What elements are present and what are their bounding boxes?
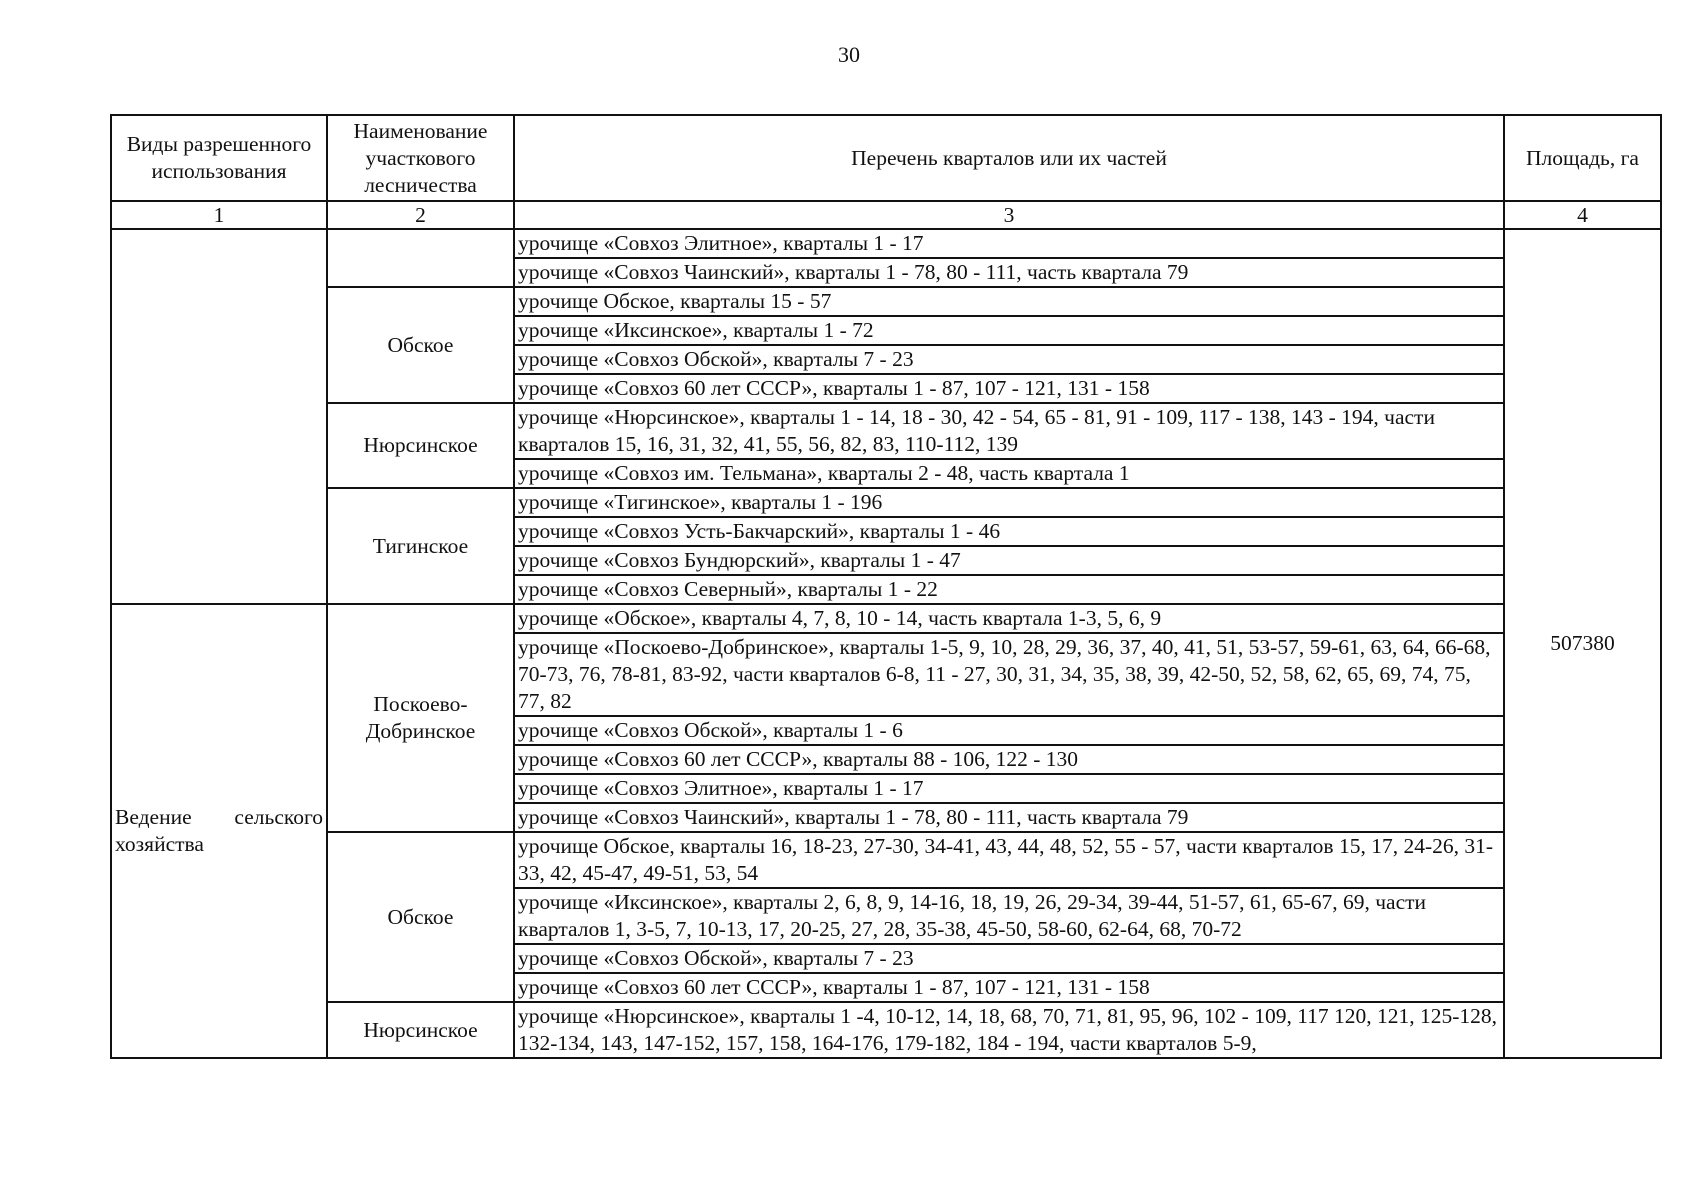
forestry-cell: Обское <box>327 832 514 1002</box>
usage-cell: Ведение сельского хозяйства <box>111 604 327 1058</box>
table-row <box>111 229 1661 258</box>
header-usage: Виды разрешенного использования <box>111 115 327 201</box>
quarter-cell: урочище «Совхоз Усть-Бакчарский», кварталы 1 - 46 <box>514 517 1504 546</box>
quarter-cell: урочище «Совхоз Обской», кварталы 7 - 23 <box>514 944 1504 973</box>
quarter-cell: урочище «Совхоз 60 лет СССР», кварталы 1 - 87, 107 - 121, 131 - 158 <box>514 374 1504 403</box>
area-cell: 507380 <box>1504 229 1661 1058</box>
quarter-cell: урочище «Совхоз Северный», кварталы 1 - 22 <box>514 575 1504 604</box>
column-number: 3 <box>514 201 1504 229</box>
table-row <box>111 1002 1661 1058</box>
quarter-cell: урочище «Нюрсинское», кварталы 1 -4, 10-12, 14, 18, 68, 70, 71, 81, 95, 96, 102 - 109, 117 120, 121, 125-128, 132-134, 143, 147-152, 157, 158, 164-176, 179-182, 184 - 194, части кварталов 5-9, <box>514 1002 1504 1058</box>
forestry-cell: Обское <box>327 287 514 403</box>
quarter-cell: урочище «Поскоево-Добринское», кварталы 1-5, 9, 10, 28, 29, 36, 37, 40, 41, 51, 53-57, 59-61, 63, 64, 66-68, 70-73, 76, 78-81, 83-92, части кварталов 6-8, 11 - 27, 30, 31, 34, 35, 38, 39, 42-50, 52, 58, 62, 65, 69, 74, 75, 77, 82 <box>514 633 1504 716</box>
table-row <box>111 287 1661 316</box>
table-row <box>111 488 1661 517</box>
quarter-cell: урочище «Совхоз Обской», кварталы 1 - 6 <box>514 716 1504 745</box>
quarter-cell: урочище Обское, кварталы 15 - 57 <box>514 287 1504 316</box>
quarter-cell: урочище «Тигинское», кварталы 1 - 196 <box>514 488 1504 517</box>
quarter-cell: урочище Обское, кварталы 16, 18-23, 27-30, 34-41, 43, 44, 48, 52, 55 - 57, части кварталов 15, 17, 24-26, 31-33, 42, 45-47, 49-51, 53, 54 <box>514 832 1504 888</box>
quarter-cell: урочище «Совхоз 60 лет СССР», кварталы 88 - 106, 122 - 130 <box>514 745 1504 774</box>
forestry-cell: Нюрсинское <box>327 403 514 488</box>
forestry-cell: Тигинское <box>327 488 514 604</box>
quarter-cell: урочище «Совхоз Обской», кварталы 7 - 23 <box>514 345 1504 374</box>
quarter-cell: урочище «Обское», кварталы 4, 7, 8, 10 - 14, часть квартала 1-3, 5, 6, 9 <box>514 604 1504 633</box>
column-number: 1 <box>111 201 327 229</box>
quarter-cell: урочище «Иксинское», кварталы 2, 6, 8, 9, 14-16, 18, 19, 26, 29-34, 39-44, 51-57, 61, 65-67, 69, части кварталов 1, 3-5, 7, 10-13, 17, 20-25, 27, 28, 35-38, 45-50, 58-60, 62-64, 68, 70-72 <box>514 888 1504 944</box>
quarter-cell: урочище «Совхоз им. Тельмана», кварталы 2 - 48, часть квартала 1 <box>514 459 1504 488</box>
quarter-cell: урочище «Совхоз Элитное», кварталы 1 - 17 <box>514 229 1504 258</box>
header-forestry: Наименование участкового лесничества <box>327 115 514 201</box>
header-quarters: Перечень кварталов или их частей <box>514 115 1504 201</box>
page-number: 30 <box>838 42 860 67</box>
quarter-cell: урочище «Совхоз Элитное», кварталы 1 - 17 <box>514 774 1504 803</box>
header-area: Площадь, га <box>1504 115 1661 201</box>
table-row <box>111 403 1661 459</box>
forestry-cell: Поскоево-Добринское <box>327 604 514 832</box>
usage-cell-continued <box>111 229 327 604</box>
table-header-row <box>111 115 1661 201</box>
quarter-cell: урочище «Совхоз Бундюрский», кварталы 1 - 47 <box>514 546 1504 575</box>
column-number: 2 <box>327 201 514 229</box>
quarter-cell: урочище «Нюрсинское», кварталы 1 - 14, 18 - 30, 42 - 54, 65 - 81, 91 - 109, 117 - 138, 143 - 194, части кварталов 15, 16, 31, 32, 41, 55, 56, 82, 83, 110-112, 139 <box>514 403 1504 459</box>
forestry-cell-continued <box>327 229 514 287</box>
quarter-cell: урочище «Совхоз Чаинский», кварталы 1 - 78, 80 - 111, часть квартала 79 <box>514 258 1504 287</box>
forest-quarters-table <box>110 114 1662 1059</box>
table-row <box>111 604 1661 633</box>
quarter-cell: урочище «Совхоз 60 лет СССР», кварталы 1 - 87, 107 - 121, 131 - 158 <box>514 973 1504 1002</box>
column-number: 4 <box>1504 201 1661 229</box>
table-row <box>111 832 1661 888</box>
column-number-row <box>111 201 1661 229</box>
quarter-cell: урочище «Совхоз Чаинский», кварталы 1 - 78, 80 - 111, часть квартала 79 <box>514 803 1504 832</box>
forestry-cell: Нюрсинское <box>327 1002 514 1058</box>
quarter-cell: урочище «Иксинское», кварталы 1 - 72 <box>514 316 1504 345</box>
